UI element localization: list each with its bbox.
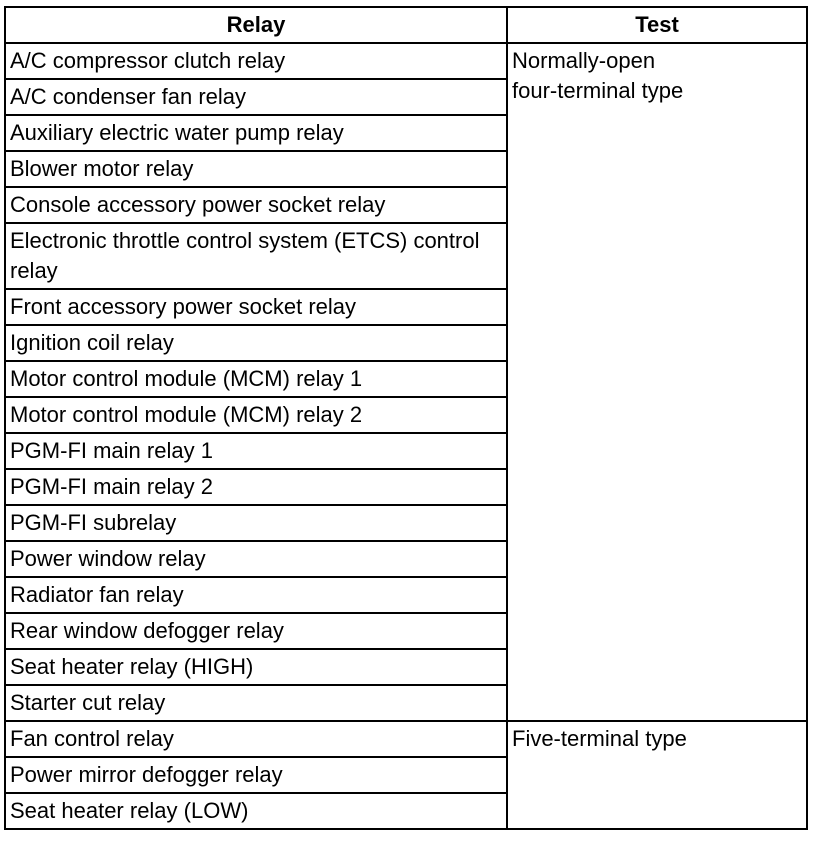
relay-name-cell: Auxiliary electric water pump relay bbox=[5, 115, 507, 151]
relay-name-cell: Motor control module (MCM) relay 1 bbox=[5, 361, 507, 397]
relay-name-cell: Starter cut relay bbox=[5, 685, 507, 721]
table-row bbox=[5, 43, 807, 79]
relay-name-cell: Seat heater relay (LOW) bbox=[5, 793, 507, 829]
relay-name-cell: Front accessory power socket relay bbox=[5, 289, 507, 325]
relay-name-cell: PGM-FI main relay 1 bbox=[5, 433, 507, 469]
relay-name-cell: Power mirror defogger relay bbox=[5, 757, 507, 793]
relay-name-cell: Seat heater relay (HIGH) bbox=[5, 649, 507, 685]
relay-name-cell: Fan control relay bbox=[5, 721, 507, 757]
test-type-cell: Normally-open four-terminal type bbox=[507, 43, 807, 721]
relay-name-cell: Ignition coil relay bbox=[5, 325, 507, 361]
relay-name-cell: Blower motor relay bbox=[5, 151, 507, 187]
relay-name-cell: Power window relay bbox=[5, 541, 507, 577]
relay-name-cell: Electronic throttle control system (ETCS) control relay bbox=[5, 223, 507, 289]
relay-name-cell: Console accessory power socket relay bbox=[5, 187, 507, 223]
relay-name-cell: Motor control module (MCM) relay 2 bbox=[5, 397, 507, 433]
relay-name-cell: PGM-FI main relay 2 bbox=[5, 469, 507, 505]
relay-test-table bbox=[4, 6, 808, 830]
relay-name-cell: A/C condenser fan relay bbox=[5, 79, 507, 115]
relay-column-header: Relay bbox=[5, 7, 507, 43]
table-row bbox=[5, 721, 807, 757]
relay-name-cell: A/C compressor clutch relay bbox=[5, 43, 507, 79]
header-row bbox=[5, 7, 807, 43]
table-body bbox=[5, 43, 807, 829]
relay-name-cell: PGM-FI subrelay bbox=[5, 505, 507, 541]
relay-name-cell: Radiator fan relay bbox=[5, 577, 507, 613]
relay-name-cell: Rear window defogger relay bbox=[5, 613, 507, 649]
test-type-cell: Five-terminal type bbox=[507, 721, 807, 829]
test-column-header: Test bbox=[507, 7, 807, 43]
